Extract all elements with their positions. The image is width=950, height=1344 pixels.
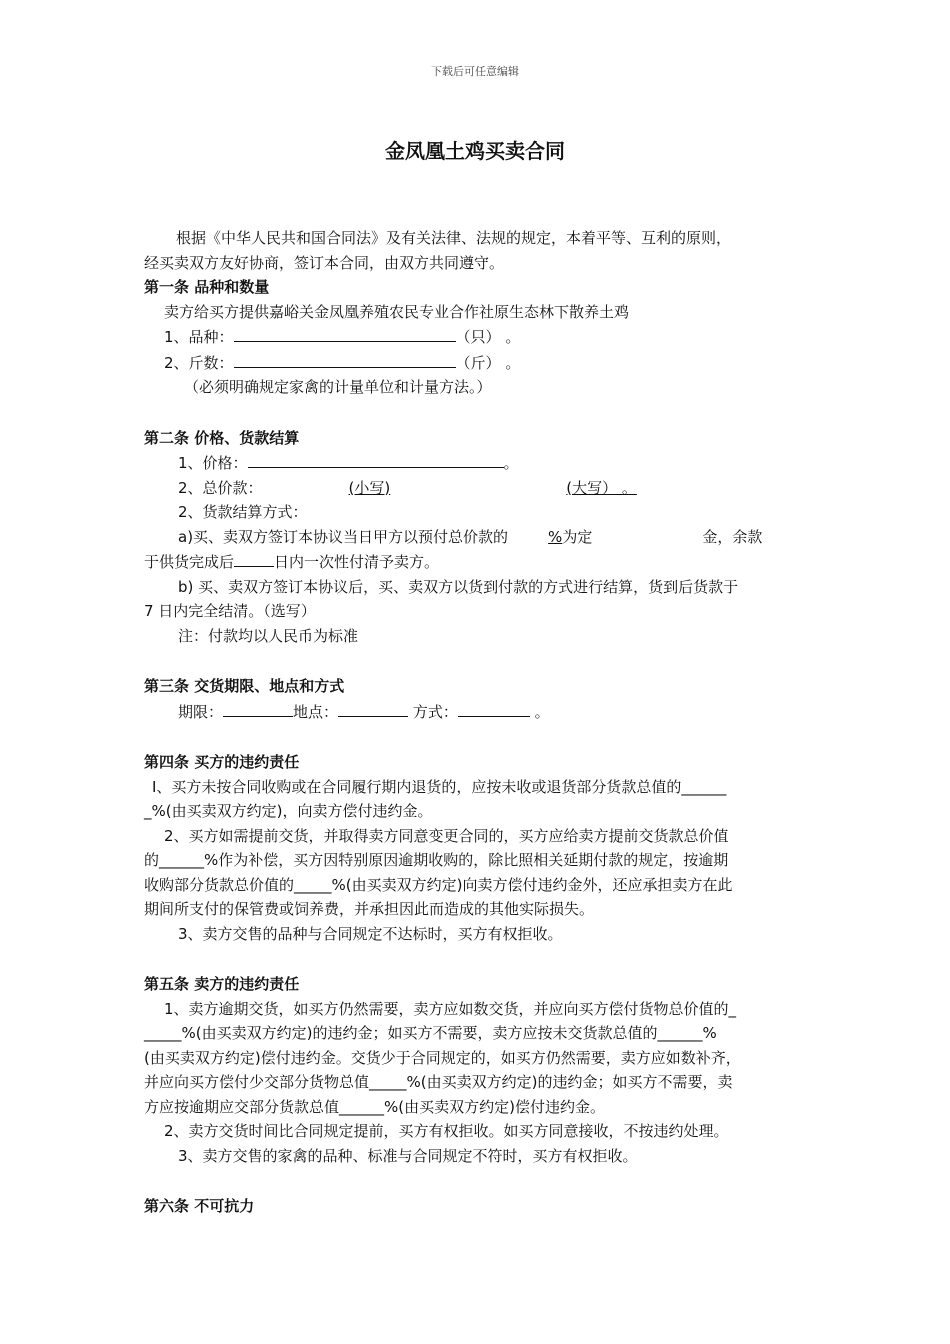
variety-label: 1、品种： xyxy=(164,328,234,346)
art1-variety xyxy=(144,324,808,350)
total-label: 2、总价款： xyxy=(178,478,263,497)
a-pct: % xyxy=(548,527,563,546)
price-label: 1、价格： xyxy=(178,454,248,472)
total-small: (小写) xyxy=(348,478,391,497)
a-end: 金，余款 xyxy=(702,527,763,546)
art4-p1-line-1: Ⅰ、买方未按合同收购或在合同履行期内退货的，应按未收或退货部分货款总值的______ xyxy=(152,777,727,796)
place-blank xyxy=(338,699,408,717)
period-label: 期限： xyxy=(178,702,224,721)
period-blank xyxy=(223,699,293,717)
article-4-heading: 第四条 买方的违约责任 xyxy=(144,753,300,771)
art2-a-line-1 xyxy=(144,525,808,550)
art4-p2-line-4: 期间所支付的保管费或饲养费，并承担因此而造成的其他实际损失。 xyxy=(144,900,595,918)
art3-end: 。 xyxy=(529,702,550,721)
art4-p2-line-1: 2、买方如需提前交货，并取得卖方同意变更合同的，买方应给卖方提前交货款总价值 xyxy=(164,826,729,845)
a2-post: 日内一次性付清予卖方。 xyxy=(274,553,440,571)
article-5-heading: 第五条 卖方的违约责任 xyxy=(144,975,300,993)
price-end: 。 xyxy=(503,454,519,472)
method-blank xyxy=(458,699,530,717)
art5-p1-line-1: 1、卖方逾期交货，如买方仍然需要，卖方应如数交货，并应向买方偿付货物总价值的_ xyxy=(164,999,737,1018)
art2-b-line-1: b) 买、卖双方签订本协议后，买、卖双方以货到付款的方式进行结算，货到后货款于 xyxy=(178,577,739,596)
art2-b-line-2: 7 日内完全结清。（选写） xyxy=(144,602,316,620)
place-label: 地点： xyxy=(293,702,339,721)
total-big: (大写） 。 xyxy=(566,478,637,497)
header-note: 下载后可任意编辑 xyxy=(431,65,519,78)
art1-note: （必须明确规定家禽的计量单位和计量方法。） xyxy=(184,378,492,396)
art2-method: 2、货款结算方式： xyxy=(178,503,308,521)
weight-unit: （斤） 。 xyxy=(455,353,521,372)
art5-p3: 3、卖方交售的家禽的品种、标准与合同规定不符时，买方有权拒收。 xyxy=(178,1146,638,1165)
art5-p1-line-5: 方应按逾期应交部分货款总值______%(由买卖双方约定)偿付违约金。 xyxy=(144,1097,605,1116)
art5-p1-line-2: _____%(由买卖双方约定)的违约金；如买方不需要，卖方应按未交货款总值的______% xyxy=(144,1024,717,1042)
intro-line-1: 根据《中华人民共和国合同法》及有关法律、法规的规定，本着平等、互利的原则， xyxy=(176,229,732,247)
a2-pre: 于供货完成后 xyxy=(144,553,235,571)
art1-weight xyxy=(144,350,808,376)
art5-p1-line-3: (由买卖双方约定)偿付违约金。交货少于合同规定的，如买方仍然需要，卖方应如数补齐， xyxy=(144,1048,741,1067)
article-2-heading: 第二条 价格、货款结算 xyxy=(144,428,300,447)
document-body xyxy=(144,226,808,1219)
variety-blank xyxy=(234,324,456,342)
a-mid: 为定 xyxy=(562,527,593,546)
art4-p2-line-3: 收购部分货款总价值的_____%(由买卖双方约定)向卖方偿付违约金外，还应承担卖方在此 xyxy=(144,875,733,894)
art4-p3: 3、卖方交售的品种与合同规定不达标时，买方有权拒收。 xyxy=(178,924,563,943)
article-6-heading: 第六条 不可抗力 xyxy=(144,1197,255,1215)
weight-blank xyxy=(234,350,456,368)
a-pct-field xyxy=(508,528,562,546)
total-line xyxy=(263,479,647,497)
a2-blank xyxy=(234,549,274,567)
art2-total xyxy=(144,476,808,501)
art2-note: 注：付款均以人民币为标准 xyxy=(178,626,359,645)
art3-line xyxy=(144,699,808,725)
article-1-heading: 第一条 品种和数量 xyxy=(144,278,270,296)
weight-label: 2、斤数： xyxy=(164,353,234,372)
price-blank xyxy=(248,450,504,468)
document-title: 金凤凰土鸡买卖合同 xyxy=(385,139,565,163)
art1-supply: 卖方给买方提供嘉峪关金凤凰养殖农民专业合作社原生态林下散养土鸡 xyxy=(164,302,630,321)
article-3-heading: 第三条 交货期限、地点和方式 xyxy=(144,677,345,695)
art2-price xyxy=(144,450,808,476)
art4-p1-line-2: _%(由买卖双方约定)，向卖方偿付违约金。 xyxy=(144,802,433,820)
art2-a-line-2 xyxy=(144,549,808,575)
method-label: 方式： xyxy=(412,702,458,721)
art5-p1-line-4: 并应向买方偿付少交部分货物总值_____%(由买卖双方约定)的违约金；如买方不需要，卖 xyxy=(144,1073,733,1091)
art5-p2: 2、卖方交货时间比合同规定提前，买方有权拒收。如买方同意接收，不按违约处理。 xyxy=(164,1122,729,1140)
art4-p2-line-2: 的______%作为补偿，买方因特别原因逾期收购的，除比照相关延期付款的规定，按逾期 xyxy=(144,851,729,869)
a-pre: a)买、卖双方签订本协议当日甲方以预付总价款的 xyxy=(178,527,509,546)
intro-line-2: 经买卖双方友好协商，签订本合同，由双方共同遵守。 xyxy=(144,253,505,272)
variety-unit: （只） 。 xyxy=(455,328,521,346)
